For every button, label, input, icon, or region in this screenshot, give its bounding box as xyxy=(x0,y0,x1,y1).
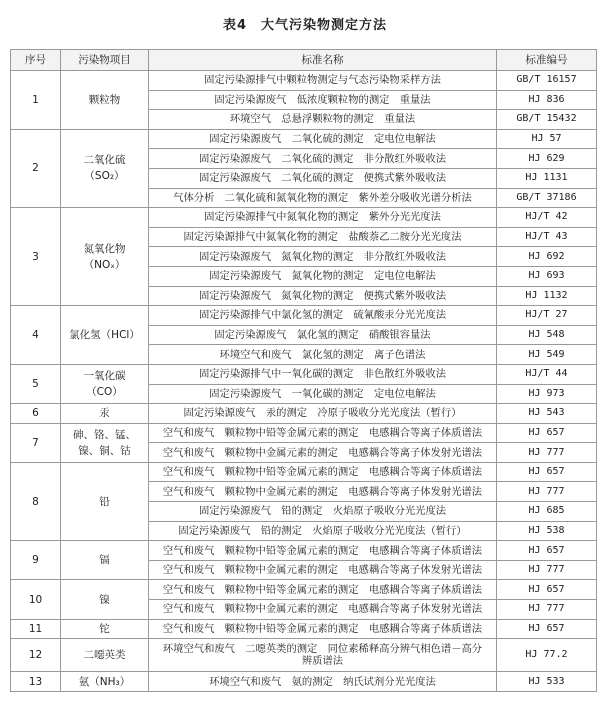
standard-name: 空气和废气 颗粒物中铅等金属元素的测定 电感耦合等离子体质谱法 xyxy=(149,423,497,443)
standard-name: 固定污染源废气 一氧化碳的测定 定电位电解法 xyxy=(149,384,497,404)
standard-name: 环境空气和废气 氯化氢的测定 离子色谱法 xyxy=(149,345,497,365)
standard-name: 固定污染源废气 铅的测定 火焰原子吸收分光光度法（暂行） xyxy=(149,521,497,541)
standard-name: 固定污染源废气 氮氧化物的测定 定电位电解法 xyxy=(149,266,497,286)
pollutant-cell xyxy=(61,404,149,424)
pollutant-name: 二氧化硫 xyxy=(83,154,126,167)
standard-code: HJ 1132 xyxy=(497,286,597,306)
standard-name: 环境空气 总悬浮颗粒物的测定 重量法 xyxy=(149,110,497,130)
table-row xyxy=(11,619,597,639)
standard-code: HJ 692 xyxy=(497,247,597,267)
standard-code: HJ 693 xyxy=(497,266,597,286)
row-number: 6 xyxy=(11,404,61,424)
table-row xyxy=(11,306,597,326)
pollutant-name: 镍 xyxy=(99,593,110,606)
row-number: 2 xyxy=(11,129,61,207)
pollutant-name: 一氧化碳 xyxy=(83,370,126,382)
pollutant-name: 镉 xyxy=(99,554,110,567)
standard-name: 固定污染源排气中一氧化碳的测定 非色散红外吸收法 xyxy=(149,364,497,384)
standard-code: GB/T 15432 xyxy=(497,110,597,130)
standard-code: HJ 973 xyxy=(497,384,597,404)
standard-name: 固定污染源废气 二氧化硫的测定 非分散红外吸收法 xyxy=(149,149,497,169)
standard-name: 气体分析 二氧化硫和氮氧化物的测定 紫外差分吸收光谱分析法 xyxy=(149,188,497,208)
table-row xyxy=(11,71,597,91)
row-number: 10 xyxy=(11,580,61,619)
pollutant-name: （NOₓ） xyxy=(83,258,126,271)
standard-name: 固定污染源废气 二氧化硫的测定 便携式紫外吸收法 xyxy=(149,168,497,188)
standard-name: 固定污染源排气中颗粒物测定与气态污染物采样方法 xyxy=(149,71,497,91)
standard-code: HJ/T 44 xyxy=(497,364,597,384)
standard-code: HJ 657 xyxy=(497,462,597,482)
pollutant-cell xyxy=(61,129,149,207)
standard-code: HJ 836 xyxy=(497,90,597,110)
standard-code: HJ 657 xyxy=(497,423,597,443)
pollutant-cell xyxy=(61,541,149,580)
standard-name: 固定污染源废气 氮氧化物的测定 便携式紫外吸收法 xyxy=(149,286,497,306)
pollutant-cell xyxy=(61,208,149,306)
pollutant-name: 铅 xyxy=(99,495,110,508)
pollutant-name: 氮氧化物 xyxy=(83,242,126,255)
standard-name: 固定污染源排气中氮氧化物的测定 盐酸萘乙二胺分光光度法 xyxy=(149,227,497,247)
standard-name: 环境空气和废气 二噁英类的测定 同位素稀释高分辨气相色谱－高分辨质谱法 xyxy=(149,639,497,672)
pollutant-cell xyxy=(61,619,149,639)
table-row xyxy=(11,129,597,149)
standard-code: HJ/T 42 xyxy=(497,208,597,228)
pollutant-name: 镍、铜、钴 xyxy=(78,444,131,457)
pollutant-cell xyxy=(61,71,149,130)
table-row xyxy=(11,541,597,561)
row-number: 12 xyxy=(11,639,61,672)
pollutant-cell xyxy=(61,580,149,619)
standard-name: 空气和废气 颗粒物中铅等金属元素的测定 电感耦合等离子体质谱法 xyxy=(149,462,497,482)
row-number: 1 xyxy=(11,71,61,130)
row-number: 5 xyxy=(11,364,61,403)
standard-code: HJ 657 xyxy=(497,541,597,561)
standard-code: HJ 548 xyxy=(497,325,597,345)
row-number: 8 xyxy=(11,462,61,540)
pollutant-name: 氨（NH₃） xyxy=(78,675,131,688)
standard-code: HJ 57 xyxy=(497,129,597,149)
standard-code: HJ 777 xyxy=(497,443,597,463)
standard-name: 空气和废气 颗粒物中金属元素的测定 电感耦合等离子体发射光谱法 xyxy=(149,482,497,502)
table-row xyxy=(11,462,597,482)
header-no: 序号 xyxy=(11,50,61,71)
row-number: 4 xyxy=(11,306,61,365)
standard-code: HJ 538 xyxy=(497,521,597,541)
standard-name: 固定污染源废气 二氧化硫的测定 定电位电解法 xyxy=(149,129,497,149)
table-body xyxy=(11,71,597,692)
standard-name: 固定污染源排气中氯化氢的测定 硫氰酸汞分光光度法 xyxy=(149,306,497,326)
standard-code: GB/T 37186 xyxy=(497,188,597,208)
standard-name: 空气和废气 颗粒物中铅等金属元素的测定 电感耦合等离子体质谱法 xyxy=(149,580,497,600)
standard-code: HJ 777 xyxy=(497,600,597,620)
standard-code: HJ 777 xyxy=(497,482,597,502)
row-number: 11 xyxy=(11,619,61,639)
standard-name: 固定污染源废气 氮氧化物的测定 非分散红外吸收法 xyxy=(149,247,497,267)
standard-code: HJ 533 xyxy=(497,672,597,692)
standard-name: 空气和废气 颗粒物中金属元素的测定 电感耦合等离子体发射光谱法 xyxy=(149,443,497,463)
row-number: 9 xyxy=(11,541,61,580)
standard-code: GB/T 16157 xyxy=(497,71,597,91)
pollutant-cell xyxy=(61,462,149,540)
standard-name: 固定污染源废气 低浓度颗粒物的测定 重量法 xyxy=(149,90,497,110)
pollutant-name: 氯化氢（HCl） xyxy=(69,329,140,342)
pollutant-name: 汞 xyxy=(99,407,110,420)
pollutant-name: 二噁英类 xyxy=(83,649,126,662)
standard-code: HJ 685 xyxy=(497,502,597,522)
standard-code: HJ 77.2 xyxy=(497,639,597,672)
table-row xyxy=(11,580,597,600)
pollutant-cell xyxy=(61,672,149,692)
standard-code: HJ 657 xyxy=(497,580,597,600)
pollutant-cell xyxy=(61,639,149,672)
row-number: 3 xyxy=(11,208,61,306)
table-title: 表4 大气污染物测定方法 xyxy=(222,18,388,33)
standard-code: HJ 777 xyxy=(497,560,597,580)
standard-code: HJ 1131 xyxy=(497,168,597,188)
pollutant-cell xyxy=(61,364,149,403)
row-number: 13 xyxy=(11,672,61,692)
table-row xyxy=(11,672,597,692)
standard-code: HJ/T 43 xyxy=(497,227,597,247)
standard-name: 空气和废气 颗粒物中金属元素的测定 电感耦合等离子体发射光谱法 xyxy=(149,560,497,580)
table-row xyxy=(11,639,597,672)
standard-name: 空气和废气 颗粒物中金属元素的测定 电感耦合等离子体发射光谱法 xyxy=(149,600,497,620)
table-row xyxy=(11,404,597,424)
pollutant-name: （CO） xyxy=(86,386,123,398)
standard-code: HJ 543 xyxy=(497,404,597,424)
header-standard-code: 标准编号 xyxy=(497,50,597,71)
standard-name: 固定污染源废气 铅的测定 火焰原子吸收分光光度法 xyxy=(149,502,497,522)
table-row xyxy=(11,208,597,228)
pollutant-name: （SO₂） xyxy=(84,170,125,183)
standard-name: 环境空气和废气 氨的测定 纳氏试剂分光光度法 xyxy=(149,672,497,692)
methods-table xyxy=(10,49,597,692)
standard-name: 空气和废气 颗粒物中铅等金属元素的测定 电感耦合等离子体质谱法 xyxy=(149,541,497,561)
pollutant-cell xyxy=(61,423,149,462)
standard-name: 空气和废气 颗粒物中铅等金属元素的测定 电感耦合等离子体质谱法 xyxy=(149,619,497,639)
table-row xyxy=(11,423,597,443)
header-standard-name: 标准名称 xyxy=(149,50,497,71)
standard-code: HJ 549 xyxy=(497,345,597,365)
pollutant-name: 铊 xyxy=(99,622,110,635)
header-row xyxy=(11,50,597,71)
pollutant-cell xyxy=(61,306,149,365)
standard-code: HJ 629 xyxy=(497,149,597,169)
header-pollutant: 污染物项目 xyxy=(61,50,149,71)
row-number: 7 xyxy=(11,423,61,462)
standard-code: HJ/T 27 xyxy=(497,306,597,326)
pollutant-name: 砷、铬、锰、 xyxy=(73,428,136,441)
standard-name: 固定污染源废气 汞的测定 冷原子吸收分光光度法（暂行） xyxy=(149,404,497,424)
pollutant-name: 颗粒物 xyxy=(88,93,121,106)
standard-name: 固定污染源废气 氯化氢的测定 硝酸银容量法 xyxy=(149,325,497,345)
standard-name: 固定污染源排气中氮氧化物的测定 紫外分光光度法 xyxy=(149,208,497,228)
standard-code: HJ 657 xyxy=(497,619,597,639)
table-row xyxy=(11,364,597,384)
